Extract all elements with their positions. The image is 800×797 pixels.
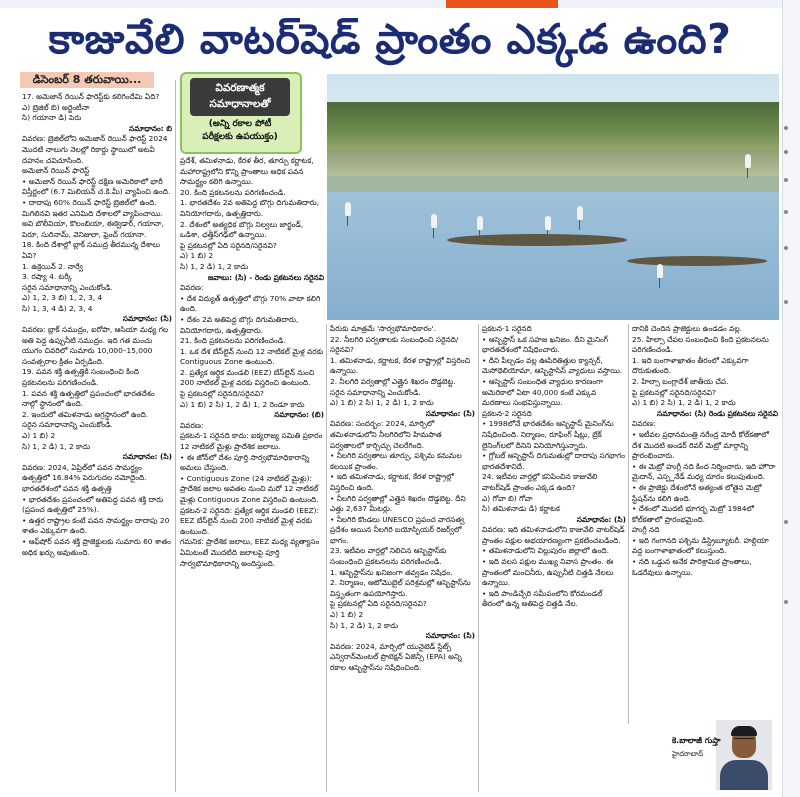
top-strip	[0, 0, 800, 8]
paragraph: 25. హిల్సా చేపల సంబంధించి కింది ప్రకటనలను పరిగణించండి.	[632, 334, 769, 355]
top-accent-bar	[446, 0, 558, 8]
column-4	[482, 324, 626, 792]
paragraph: 17. అమెజాన్ రెయిన్ ఫారెస్ట్‌కు కలిగిందేమి ఏది?	[22, 92, 160, 101]
paragraph: ఎ) 1 బి) 2 సి) 1, 2 డి) 1, 2 కాదు	[330, 398, 434, 408]
paragraph: • ఇది గంగానది పశ్చిమ డిస్ట్రిబ్యూటరీ. హల్దియా వద్ద బంగాళాఖాతంలో కలుస్తుంది.	[632, 535, 769, 556]
paragraph: పై ప్రకటనల్లో ఏది సరైనది/సరైనవి?	[330, 599, 427, 609]
paragraph: • అమెజాన్ రెయిన్ ఫారెస్ట్ దక్షిణ అమెరికాలో భారీ విస్తీర్ణంలో (6.7 మిలియన్ చ.కి.మీ) వ్యాపించి ఉంది.	[22, 176, 171, 197]
paragraph: సమాధానం: (సి)	[122, 452, 172, 462]
paragraph: ఎ) గోవా బి) గోవా	[482, 493, 533, 503]
paragraph: ఎ) 1 బి) 2 సి) 1, 2 డి) 1, 2 కాదు	[632, 398, 736, 408]
paragraph: • ఆస్బెస్టాస్ సంబంధిత వ్యాధుల కారణంగా అమెరికాలో ఏటా 40,000 కంటే ఎక్కువ మరణాలు సంభవిస్తున్నాయి.	[482, 376, 603, 408]
paragraph: • నది ఒడ్డున అనేక పారిశ్రామిక ప్రాంతాలు, ఓడరేవులు ఉన్నాయి.	[632, 557, 752, 577]
paragraph: సి) 1, 2 డి) 1, 2 కాదు	[330, 620, 399, 630]
author-place: హైదరాబాద్	[672, 750, 704, 758]
paragraph: ప్రకటన-1 సరైనది కాదు: ఐక్యరాజ్య సమితి ప్రకారం 12 నాటికల్ మైళ్లు ప్రాదేశిక జలాలు.	[180, 431, 323, 452]
paragraph: వివరణ: బ్లాక్ సముద్రం, ఐరోపా, ఆసియా మధ్య గల అతి పెద్ద ఉప్పునీటి సముద్రం. ఇది గత మంచు యుగం చివరిలో సుమారు 10,000–15,000 సంవత్సరాల క్రితం ఏర్పడింది.	[22, 325, 169, 366]
paragraph: • దేశం 2వ అతిపెద్ద బొగ్గు దిగుమతిదారు, వినియోగదారు, ఉత్పత్తిదారు.	[180, 314, 299, 335]
paragraph: 20. కింది ప్రకటనలను పరిగణించండి.	[180, 187, 286, 197]
author-body	[720, 760, 768, 790]
badge-title-line2: సమాధానాలతో	[209, 98, 271, 110]
paragraph: సమాధానం: (సి) రెండు ప్రకటనలు సరైనవి	[657, 408, 778, 418]
rail-bullet	[784, 520, 788, 524]
column-divider	[326, 324, 327, 792]
paragraph: • తమిళనాడులోని విల్లుపురం జిల్లాలో ఉంది.	[482, 546, 609, 556]
section-tag: డిసెంబర్ 8 తరువాయి...	[20, 72, 154, 88]
paragraph: వివరణ: ఇది తమిళనాడులోని కాజువేలి వాటర్‌షెడ్ ప్రాంతం పక్షుల అభయారణ్యంగా ప్రకటించబడింది.	[482, 525, 625, 545]
paragraph: భారతదేశంలో పవన శక్తి ఉత్పత్తి	[22, 483, 112, 493]
paragraph: 1. ఆస్బెస్టాస్‌ను ఖనిజంగా తవ్వడం నిషేధం.	[330, 567, 453, 577]
paragraph: 3. రష్యా 4. టర్కీ	[22, 272, 73, 282]
paragraph: సి) తమిళనాడు డి) కర్ణాటక	[482, 504, 560, 514]
author-name: కె.బాలాజీ గుప్తా	[672, 736, 721, 745]
paragraph: సమాధానం: (సి)	[425, 631, 475, 641]
rail-bullet	[784, 210, 788, 214]
paragraph: పై ప్రకటనల్లో సరైనది/సరైనవి?	[632, 387, 716, 397]
photo-shore	[327, 150, 779, 176]
paragraph: ఎ) బ్రెజిల్ బి) అర్జెంటీనా	[22, 102, 90, 112]
author-glasses	[734, 738, 754, 743]
paragraph: సరైన సమాధానాన్ని ఎంచుకోండి.	[330, 387, 421, 397]
paragraph: అమెజాన్ రెయిన్ ఫారెస్ట్	[22, 166, 90, 176]
photo-treeline	[327, 102, 779, 150]
paragraph: దానికి చెందిన ప్రాజెక్టులు ఉండడం వల్ల.	[632, 324, 742, 333]
stork-bird	[657, 264, 663, 278]
column-3	[330, 324, 475, 792]
paragraph: ప్రకటన-2 సరైనది	[482, 408, 532, 418]
stork-bird	[545, 216, 551, 230]
paragraph: 1. భారతదేశం 2వ అతిపెద్ద బొగ్గు దిగుమతిదారు, వినియోగదారు, ఉత్పత్తిదారు.	[180, 198, 320, 218]
paragraph: సి) 1, 3, 4 డి) 2, 3, 4	[22, 303, 93, 313]
rail-bullet	[784, 126, 788, 130]
author-photo	[716, 720, 772, 790]
paragraph: • దీని పీల్చడం వల్ల ఊపిరితిత్తుల క్యాన్సర్, మెసోథెలియోమా, ఆస్బెస్టాసిస్ వ్యాధులు వస్తాయి.	[482, 355, 623, 376]
paragraph: 2. నీలగిరి పర్వతాల్లో ఎత్తైన శిఖరం దొడ్డబెట్ట.	[330, 376, 456, 386]
paragraph: జవాబు: (సి) - రెండు ప్రకటనలు సరైనవి	[207, 272, 324, 282]
paragraph: హుగ్లీ నది	[632, 525, 660, 535]
paragraph: 1. ఉక్రెయిన్ 2. నార్వే	[22, 261, 84, 271]
paragraph: ఎ) 1, 2, 3 బి) 1, 2, 3, 4	[22, 293, 103, 303]
paragraph: • Contiguous Zone (24 నాటికల్ మైళ్లు): ప్రాదేశిక జలాల అవతల నుంచి మరో 12 నాటికల్ మైళ్లు Contiguous Zone విస్తరించి ఉంటుంది.	[180, 473, 319, 504]
paragraph: పై ప్రకటనల్లో ఏది సరైనది/సరైనవి?	[180, 240, 277, 250]
wetland-photo	[327, 74, 779, 320]
paragraph: • 1998లోనే భారతదేశం ఆస్బెస్టాస్ మైనింగ్‌ను నిషేధించింది. నిర్మాణం, రూఫింగ్ షీట్లు, బ్రేక్ లైనింగ్‌లలో దీనిని వినియోగిస్తున్నారు.	[482, 419, 614, 450]
stork-bird	[577, 206, 583, 220]
paragraph: 2. దేశంలో అత్యధిక బొగ్గు నిల్వలు జార్ఖండ్, ఒడిశా, ఛత్తీస్‌గఢ్‌లో ఉన్నాయి.	[180, 219, 304, 240]
paragraph: 1. పవన శక్తి ఉత్పత్తిలో ప్రపంచంలో భారతదేశం నాల్గో స్థానంలో ఉంది.	[22, 388, 155, 409]
paragraph: • నీలగిరి పర్వతాల్లో ఎత్తైన శిఖరం దొడ్డబెట్ట. దీని ఎత్తు 2,637 మీటర్లు.	[330, 493, 466, 514]
paragraph: 2. ఇందులో తమిళనాడు అగ్రస్థానంలో ఉంది.	[22, 409, 149, 419]
paragraph: ప్రకటన-2 సరైనది: ప్రత్యేక ఆర్థిక మండలి (EEZ): EEZ బేస్‌లైన్ నుంచి 200 నాటికల్ మైళ్ల వరకు ఉంటుంది.	[180, 505, 320, 536]
stork-bird	[431, 214, 437, 228]
paragraph: గమనిక: ప్రాదేశిక జలాలు, EEZ మధ్య వ్యత్యాసం ఏమిటంటే మొదటిది జలాలపై పూర్తి సార్వభౌమాధికారాన్ని అందిస్తుంది.	[180, 537, 320, 568]
paragraph: సమాధానం: (సి)	[122, 314, 172, 324]
paragraph: వివరణ:	[180, 420, 204, 430]
paragraph: వివరణ: 2024, మార్చిలో యునైటెడ్ స్టేట్స్ ఎన్విరాన్‌మెంటల్ ప్రొటెక్షన్ ఏజెన్సీ (EPA) అన్ని రకాల ఆస్బెస్టాస్‌ను నిషేధించింది.	[330, 641, 462, 672]
stork-bird	[345, 202, 351, 216]
paragraph: సమాధానం: (సి)	[425, 408, 475, 418]
stork-bird	[477, 216, 483, 230]
column-divider	[628, 324, 629, 724]
paragraph: 2. ప్రత్యేక ఆర్థిక మండలి (EEZ) బేస్‌లైన్ నుంచి 200 నాటికల్ మైళ్ల వరకు విస్తరించి ఉంటుంది.	[180, 367, 315, 388]
photo-mudbank	[447, 234, 627, 246]
paragraph: • ఇటీవల ప్రధానమంత్రి నరేంద్ర మోదీ కోల్‌కతాలో దేశ మొదటి అండర్ రివర్ మెట్రో మార్గాన్ని ప్రారంభించారు.	[632, 429, 769, 461]
rail-bullet	[784, 300, 788, 304]
rail-bullet	[784, 246, 788, 250]
paragraph: • ఈ ప్రాజెక్టు దేశంలోనే అత్యంత లోతైన మెట్రో స్టేషన్‌ను కలిగి ఉంది.	[632, 482, 762, 503]
paragraph: సి) గయానా డి) పెరు	[22, 113, 82, 123]
paragraph: ఎ) 1 బి) 2	[330, 610, 364, 620]
column-1	[22, 92, 172, 792]
paragraph: వివరణ:	[180, 283, 204, 293]
paragraph: వివరణ: సందర్భం: 2024, మార్చిలో తమిళనాడులోని నీలగిరిలోని హిమపాత పర్వతాలలో కార్చిచ్చు చెలరేగింది.	[330, 419, 442, 450]
rail-bullet	[784, 150, 788, 154]
paragraph: ప్రకటన-1 సరైనది	[482, 324, 532, 333]
paragraph: సమాధానం: బి	[129, 123, 172, 133]
paragraph: 1. తమిళనాడు, కర్ణాటక, కేరళ రాష్ట్రాల్లో విస్తరించి ఉన్నాయి.	[330, 355, 471, 376]
paragraph: ఎ) 1 బి) 2 సి) 1, 2 డి) 1, 2 రెండూ కాదు	[180, 399, 305, 409]
paragraph: 2. నిర్మాణం, ఆటోమొబైల్ పరిశ్రమల్లో ఆస్బెస్టాస్‌ను విస్తృతంగా ఉపయోగిస్తారు.	[330, 578, 471, 598]
paragraph: సరైన సమాధానాన్ని ఎంచుకోండి.	[22, 282, 113, 292]
paragraph: 24. ఇటీవల వార్తల్లో కనిపించిన కాజువేలి వాటర్‌షెడ్ ప్రాంతం ఎక్కడ ఉంది?	[482, 472, 598, 492]
paragraph: వివరణ: బ్రెజిల్‌లోని అమెజాన్ రెయిన్ ఫారెస్ట్ 2024 మొదటి నాలుగు నెలల్లో రికార్డు స్థాయిలో అటవీ దహనం చవిచూసింది.	[22, 134, 168, 165]
author-hair	[731, 726, 757, 736]
paragraph: 2. హిల్సా బంగ్లాదేశ్ జాతీయ చేప.	[632, 376, 729, 386]
paragraph: వివరణ:	[632, 419, 656, 429]
paragraph: సరైన సమాధానాన్ని ఎంచుకోండి.	[22, 420, 113, 430]
paragraph: • నీలగిరి పర్వతాలు తూర్పు, పశ్చిమ కనుమల కలయిక ప్రాంతం.	[330, 451, 462, 471]
paragraph: • ఉత్తర రాష్ట్రాల కంటే పవన సామర్థ్యం దాదాపు 20 శాతం ఎక్కువగా ఉంది.	[22, 515, 170, 536]
paragraph: 21. కింది ప్రకటనలను పరిగణించండి.	[180, 336, 286, 346]
paragraph: పై ప్రకటనల్లో సరైనది/సరైనవి?	[180, 389, 264, 399]
rail-bullet	[784, 600, 788, 604]
paragraph: • ఈ మెట్రో హుగ్లీ నది కింద నిర్మించారు. ఇది హౌరా మైదాన్, ఎస్ప్లనేడ్ మధ్య దూరం కలుపుతుంది.	[632, 461, 776, 482]
paragraph: • దేశంలో మొదటి భూగర్భ మెట్రో 1984లో కోల్‌కతాలో ప్రారంభమైంది.	[632, 504, 755, 524]
paragraph: ఎ) 1 బి) 2	[180, 251, 214, 261]
paragraph: 1. ఒక దేశ బేస్‌లైన్ నుంచి 12 నాటికల్ మైళ్ల వరకు Contiguous Zone ఉంటుంది.	[180, 346, 324, 367]
paragraph: 19. పవన శక్తి ఉత్పత్తికి సంబంధించి కింది ప్రకటనలను పరిగణించండి.	[22, 367, 139, 388]
stork-bird	[745, 154, 751, 168]
paragraph: 1. ఇది బంగాళాఖాతం తీరంలో ఎక్కువగా దొరుకుతుంది.	[632, 355, 749, 376]
right-margin-rail	[782, 0, 800, 797]
paragraph: ఎ) 1 బి) 2	[22, 431, 56, 440]
paragraph: • దాదాపు 60% రెయిన్ ఫారెస్ట్ బ్రెజిల్‌లో ఉంది. మిగిలినవి ఇతర ఎనిమిది దేశాలలో వ్యాపించాయి. అవి బొలీవియా, కొలంబియా, ఈక్వెడార్, గయానా, పెరూ, సురినామ్, వెనిజులా, ఫ్రెంచ్ గయానా.	[22, 197, 164, 239]
paragraph: సి) 1, 2 డి) 1, 2 కాదు	[22, 441, 91, 451]
photo-mudbank	[627, 256, 767, 266]
answers-badge	[180, 72, 302, 154]
paragraph: • ఆఫ్‌షోర్ పవన శక్తి ప్రాజెక్టులకు సుమారు 60 శాతం అధిక ఖర్చు అవుతుంది.	[22, 536, 171, 557]
paragraph: • భారతదేశం ప్రపంచంలో అతిపెద్ద పవన శక్తి దారు (ప్రపంచ ఉత్పత్తిలో 25%).	[22, 494, 164, 515]
badge-title-line1: వివరణాత్మక	[215, 82, 265, 94]
column-2	[180, 156, 324, 792]
paragraph: • దేశ విద్యుత్ ఉత్పత్తిలో బొగ్గు 70% వాటా కలిగి ఉంది.	[180, 293, 321, 314]
column-divider	[175, 80, 176, 792]
paragraph: పేరుకు మాత్రమే 'సార్వభౌమాధికారం'.	[330, 324, 437, 333]
paragraph: 22. నీలగిరి పర్వతాలకు సంబంధించి సరైనది/సరైనవి?	[330, 334, 459, 355]
paragraph: సి) 1, 2 డి) 1, 2 కాదు	[180, 261, 249, 271]
photo-reeds	[327, 176, 779, 192]
paragraph: వివరణ: 2024, ఏప్రిల్‌లో పవన సామర్థ్యం ఉత్పత్తిలో 16.84% పెరుగుదల నమోదైంది.	[22, 462, 147, 483]
paragraph: 18. కింది దేశాల్లో బ్లాక్ సముద్ర తీరమున్న దేశాలు ఏవి?	[22, 240, 161, 260]
paragraph: • గ్లోబల్ ఆస్బెస్టాస్ దిగుమతుల్లో దాదాపు సగభాగం భారతదేశానిదే.	[482, 451, 625, 471]
paragraph: • ఇది పాండిచ్చేరి సమీపంలోని కోరమండల్ తీరంలో ఉన్న అతిపెద్ద చిత్తడి నేల.	[482, 588, 603, 609]
paragraph: • నీలగిరి కొండలు UNESCO ప్రపంచ వారసత్వ ప్రదేశం అయిన నీలగిరి బయోస్ఫియర్ రిజర్వ్‌లో భాగం.	[330, 514, 465, 545]
paragraph: సమాధానం: (సి)	[576, 514, 626, 524]
paragraph: • ఇది తమిళనాడు, కర్ణాటక, కేరళ రాష్ట్రాల్లో విస్తరించి ఉంది.	[330, 472, 454, 492]
column-5	[632, 324, 778, 716]
paragraph: • ఈ జోన్‌లో దేశం పూర్తి సార్వభౌమాధికారాన్ని అమలు చేస్తుంది.	[180, 452, 310, 473]
column-divider	[478, 324, 479, 792]
badge-title	[190, 78, 290, 116]
paragraph: ప్రదేశ్, తమిళనాడు, కేరళ తీర, తూర్పు కర్ణాటక, మహారాష్ట్రలోని కొన్ని ప్రాంతాలు అధిక పవన సామర్థ్యం కలిగి ఉన్నాయి.	[180, 156, 314, 187]
page-title: కాజువేలి వాటర్‌షెడ్ ప్రాంతం ఎక్కడ ఉంది?	[48, 15, 732, 63]
rail-bullet	[784, 178, 788, 182]
paragraph: • ఇది వలస పక్షుల ముఖ్య నివాస ప్రాంతం. ఈ ప్రాంతంలో మంచినీరు, ఉప్పునీటి చిత్తడి నేలలు ఉన్నాయి.	[482, 557, 614, 588]
paragraph: • ఆస్బెస్టాస్ ఒక సహజ ఖనిజం. దీని మైనింగ్ భారతదేశంలో నిషేధించారు.	[482, 334, 609, 355]
paragraph: సమాధానం: (బి)	[274, 410, 324, 420]
paragraph: 23. ఇటీవల వార్తల్లో నిలిచిన ఆస్బెస్టాస్‌కు సంబంధించి ప్రకటనలను పరిగణించండి.	[330, 546, 447, 567]
badge-subtitle: (అన్ని రకాల పోటీ పరీక్షలకు ఉపయుక్తం)	[202, 119, 278, 142]
